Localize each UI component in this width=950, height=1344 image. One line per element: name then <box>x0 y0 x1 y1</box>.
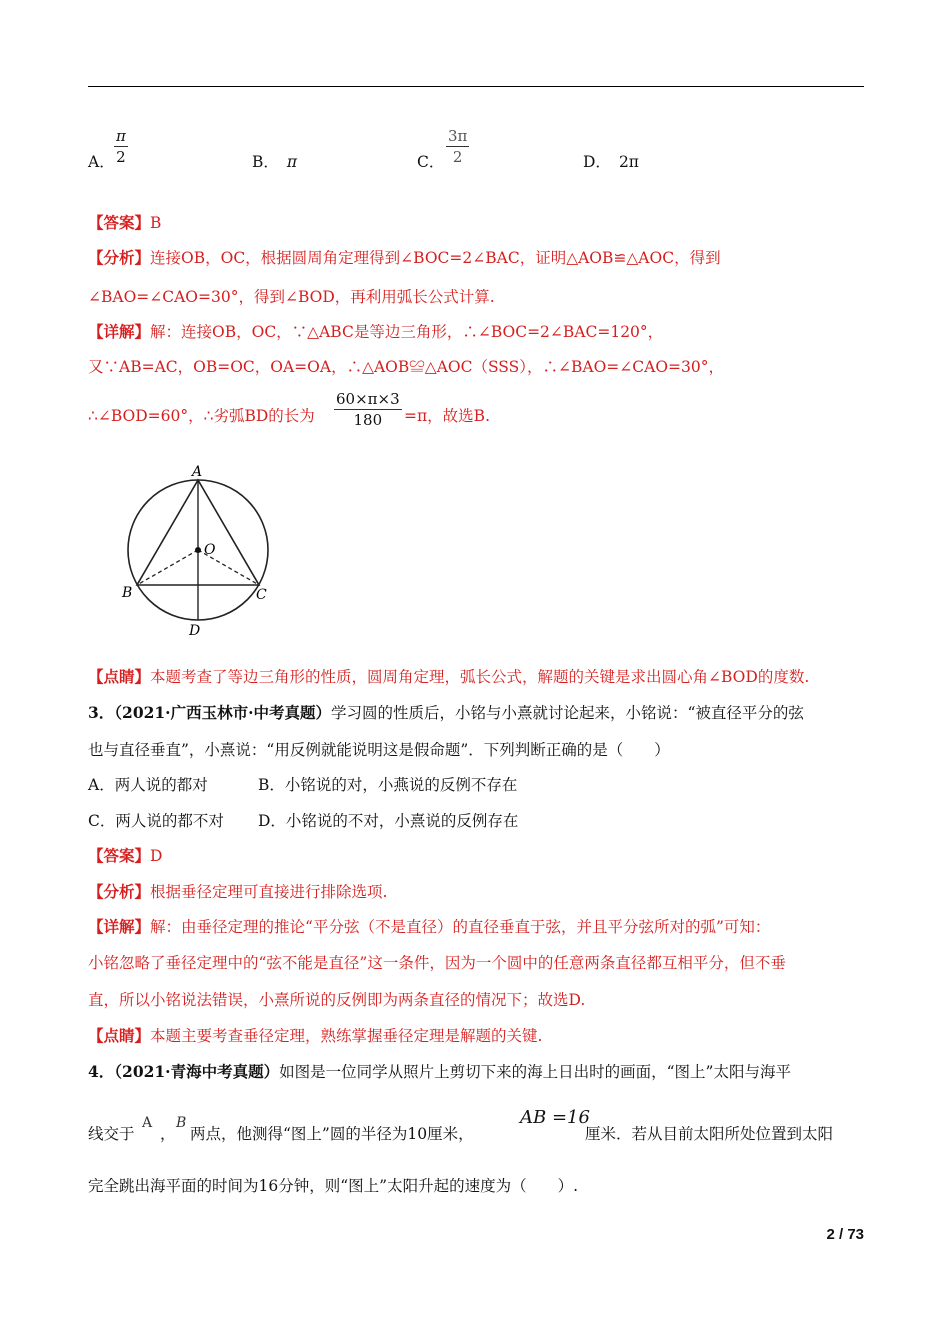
q2-detail: 【详解】解：连接OB，OC，∵△ABC是等边三角形，∴∠BOC=2∠BAC=120°， <box>88 322 664 341</box>
q2-detail-2: 又∵AB=AC，OB=OC，OA=OA，∴△AOB≌△AOC（SSS），∴∠BAO=∠CAO=30°， <box>88 358 724 376</box>
q3-option-b: B．小铭说的对，小燕说的反例不存在 <box>258 776 518 794</box>
q2-comment: 【点睛】本题考查了等边三角形的性质，圆周角定理，弧长公式，解题的关键是求出圆心角∠BOD的度数. <box>88 667 810 686</box>
q3-comment: 【点睛】本题主要考查垂径定理，熟练掌握垂径定理是解题的关键. <box>88 1026 543 1045</box>
label-b: B <box>122 585 133 601</box>
q3-detail-3: 直，所以小铭说法错误，小熹所说的反例即为两条直径的情况下；故选D. <box>88 991 586 1009</box>
label-d: D <box>189 623 201 639</box>
q4-stem-3: 完全跳出海平面的时间为16分钟，则“图上”太阳升起的速度为（ ）. <box>88 1177 579 1195</box>
q4-stem: 4．（2021·青海中考真题）如图是一位同学从照片上剪切下来的海上日出时的画面，“图上”太阳与海平 <box>88 1062 791 1081</box>
option-c-fraction: $\frac{3\pi}{2}$ <box>448 127 468 166</box>
option-d: D． 2π <box>583 153 639 171</box>
q4-stem-2c: 厘米．若从目前太阳所处位置到太阳 <box>585 1125 834 1143</box>
q3-stem: 3．（2021·广西玉林市·中考真题）学习圆的性质后，小铭与小熹就讨论起来，小铭说：“被直径平分的弦 <box>88 703 804 722</box>
option-a-fraction: $\frac{\pi}{2}$ <box>116 127 126 166</box>
q3-option-c: C．两人说的都不对 <box>88 812 224 830</box>
q4-var-a: A <box>142 1115 153 1131</box>
header-rule <box>88 86 864 87</box>
arc-length-fraction: $\frac{60\times\pi\times 3}{180}$ <box>336 390 400 429</box>
q3-detail-2: 小铭忽略了垂径定理中的“弦不能是直径”这一条件，因为一个圆中的任意两条直径都互相平分，但不垂 <box>88 954 786 972</box>
label-o: O <box>204 542 216 558</box>
q3-option-d: D．小铭说的不对，小熹说的反例存在 <box>258 812 519 830</box>
option-a-label: A． <box>88 153 115 171</box>
center-point <box>195 547 201 553</box>
q2-analysis: 【分析】连接OB，OC，根据圆周角定理得到∠BOC=2∠BAC，证明△AOB≌△AOC，得到 <box>88 248 721 267</box>
circle-triangle-figure <box>118 460 288 640</box>
q3-stem-2: 也与直径垂直”，小熹说：“用反例就能说明这是假命题”．下列判断正确的是（ ） <box>88 741 670 759</box>
q2-answer: 【答案】B <box>88 213 162 232</box>
q3-answer: 【答案】D <box>88 846 163 865</box>
q4-ab-equation: AB =16 <box>520 1107 590 1128</box>
q3-detail: 【详解】解：由垂径定理的推论“平分弦（不是直径）的直径垂直于弦，并且平分弦所对的弧”可知： <box>88 917 771 936</box>
q4-var-b: B <box>176 1115 187 1131</box>
option-a <box>88 152 115 172</box>
q4-sep: ， <box>160 1125 176 1143</box>
option-b: B． π <box>252 153 298 171</box>
option-c: C． <box>417 153 445 171</box>
label-c: C <box>256 587 267 603</box>
q3-option-a: A．两人说的都对 <box>88 776 208 794</box>
q4-stem-2b: 两点，他测得“图上”圆的半径为10厘米， <box>190 1125 474 1143</box>
segment-ob <box>137 550 198 585</box>
q2-analysis-cont: ∠BAO=∠CAO=30°，得到∠BOD，再利用弧长公式计算. <box>88 288 495 306</box>
q2-detail-3-tail: =π，故选B. <box>404 407 490 425</box>
q3-analysis: 【分析】根据垂径定理可直接进行排除选项. <box>88 882 388 901</box>
q2-detail-3: ∴∠BOD=60°，∴劣弧BD的长为 <box>88 407 315 425</box>
label-a: A <box>192 464 203 480</box>
page-number: 2 / 73 <box>826 1226 864 1243</box>
q4-stem-2: 线交于 <box>88 1125 135 1143</box>
